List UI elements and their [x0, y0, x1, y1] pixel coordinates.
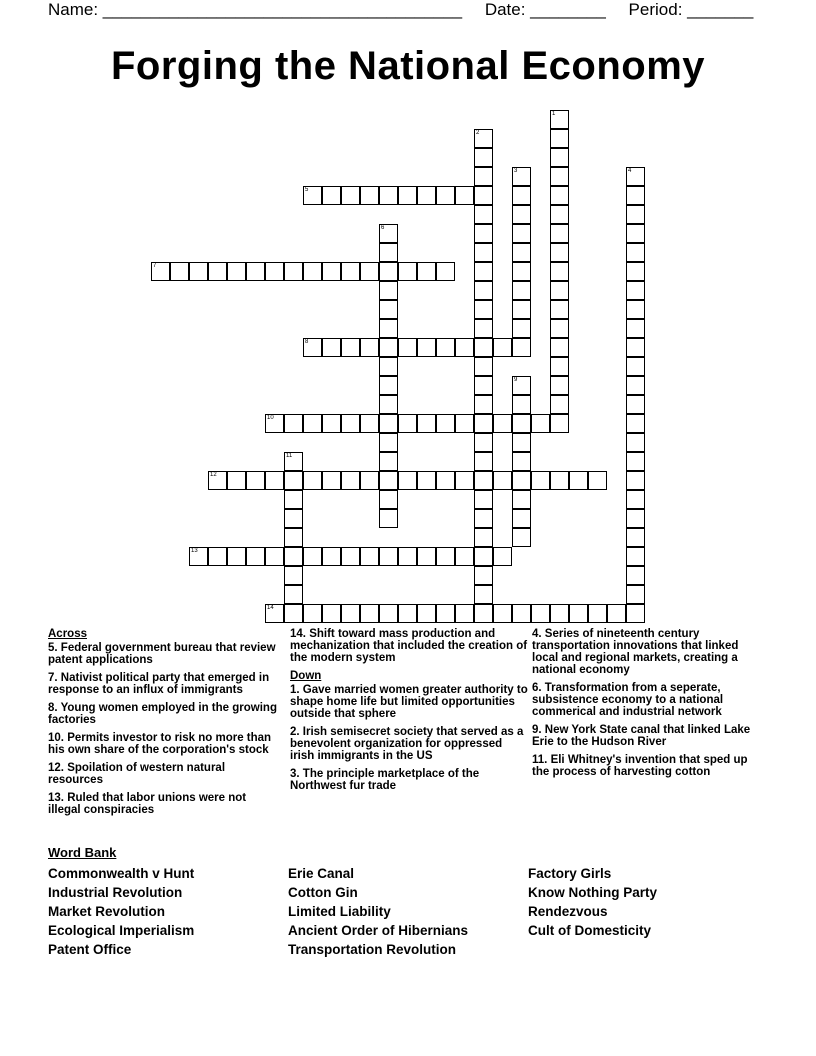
crossword-cell[interactable]	[474, 528, 493, 547]
crossword-cell[interactable]	[360, 186, 379, 205]
crossword-cell[interactable]	[417, 262, 436, 281]
clue-down-11: 11. Eli Whitney's invention that sped up the process of harvesting cotton	[532, 754, 748, 778]
clue-number: 14	[267, 605, 274, 611]
crossword-cell[interactable]	[474, 338, 493, 357]
word-bank-column-1	[48, 864, 194, 959]
crossword-cell[interactable]	[531, 471, 550, 490]
crossword-cell[interactable]	[379, 224, 398, 243]
word-bank-item: Factory Girls	[528, 866, 612, 881]
crossword-cell[interactable]	[474, 471, 493, 490]
crossword-cell[interactable]	[208, 471, 227, 490]
name-field[interactable]: Name: ______________________________________	[48, 0, 463, 19]
crossword-cell[interactable]	[626, 357, 645, 376]
crossword-cell[interactable]	[398, 262, 417, 281]
crossword-cell[interactable]	[227, 471, 246, 490]
crossword-cell[interactable]	[455, 338, 474, 357]
crossword-cell[interactable]	[379, 471, 398, 490]
crossword-cell[interactable]	[474, 281, 493, 300]
word-bank-item: Cult of Domesticity	[528, 923, 652, 938]
crossword-cell[interactable]	[265, 471, 284, 490]
period-field[interactable]: Period: _______	[628, 0, 754, 19]
crossword-cell[interactable]	[322, 338, 341, 357]
crossword-cell[interactable]	[550, 376, 569, 395]
crossword-cell[interactable]	[227, 547, 246, 566]
crossword-cell[interactable]	[303, 186, 322, 205]
crossword-cell[interactable]	[189, 262, 208, 281]
crossword-cell[interactable]	[569, 604, 588, 623]
crossword-cell[interactable]	[379, 357, 398, 376]
crossword-cell[interactable]	[379, 433, 398, 452]
crossword-cell[interactable]	[436, 471, 455, 490]
crossword-cell[interactable]	[550, 357, 569, 376]
crossword-cell[interactable]	[512, 167, 531, 186]
clue-across-5: 5. Federal government bureau that review patent applications	[48, 642, 276, 666]
crossword-cell[interactable]	[265, 262, 284, 281]
crossword-cell[interactable]	[626, 509, 645, 528]
crossword-cell[interactable]	[626, 338, 645, 357]
crossword-cell[interactable]	[474, 490, 493, 509]
clue-number: 3	[514, 168, 518, 174]
crossword-cell[interactable]	[360, 338, 379, 357]
crossword-cell[interactable]	[341, 262, 360, 281]
crossword-cell[interactable]	[550, 243, 569, 262]
crossword-cell[interactable]	[512, 471, 531, 490]
crossword-cell[interactable]	[474, 319, 493, 338]
crossword-cell[interactable]	[379, 604, 398, 623]
crossword-cell[interactable]	[379, 243, 398, 262]
crossword-cell[interactable]	[550, 186, 569, 205]
crossword-cell[interactable]	[626, 547, 645, 566]
clue-across-7: 7. Nativist political party that emerged in response to an influx of immigrants	[48, 672, 270, 696]
crossword-cell[interactable]	[474, 148, 493, 167]
word-bank-column-3	[528, 864, 657, 940]
crossword-cell[interactable]	[322, 186, 341, 205]
crossword-cell[interactable]	[550, 224, 569, 243]
crossword-cell[interactable]	[360, 414, 379, 433]
crossword-cell[interactable]	[417, 547, 436, 566]
clue-down-4: 4. Series of nineteenth century transportation innovations that linked local and regional markets, creating a national economy	[532, 628, 739, 676]
crossword-cell[interactable]	[379, 490, 398, 509]
crossword-cell[interactable]	[284, 585, 303, 604]
crossword-cell[interactable]	[512, 338, 531, 357]
crossword-cell[interactable]	[246, 547, 265, 566]
crossword-cell[interactable]	[398, 186, 417, 205]
crossword-cell[interactable]	[626, 243, 645, 262]
crossword-cell[interactable]	[417, 604, 436, 623]
crossword-cell[interactable]	[398, 471, 417, 490]
clue-number: 8	[305, 339, 309, 345]
crossword-cell[interactable]	[436, 547, 455, 566]
crossword-cell[interactable]	[417, 338, 436, 357]
crossword-cell[interactable]	[379, 376, 398, 395]
crossword-cell[interactable]	[550, 129, 569, 148]
crossword-cell[interactable]	[398, 547, 417, 566]
crossword-cell[interactable]	[512, 528, 531, 547]
crossword-cell[interactable]	[189, 547, 208, 566]
crossword-cell[interactable]	[265, 547, 284, 566]
crossword-cell[interactable]	[626, 528, 645, 547]
word-bank-heading: Word Bank	[48, 845, 117, 860]
crossword-cell[interactable]	[531, 604, 550, 623]
crossword-cell[interactable]	[626, 376, 645, 395]
crossword-cell[interactable]	[417, 414, 436, 433]
crossword-cell[interactable]	[436, 262, 455, 281]
crossword-cell[interactable]	[550, 281, 569, 300]
crossword-cell[interactable]	[512, 205, 531, 224]
crossword-cell[interactable]	[474, 452, 493, 471]
crossword-cell[interactable]	[493, 547, 512, 566]
crossword-cell[interactable]	[379, 414, 398, 433]
crossword-cell[interactable]	[303, 414, 322, 433]
crossword-cell[interactable]	[474, 262, 493, 281]
crossword-cell[interactable]	[303, 338, 322, 357]
clue-number: 6	[381, 225, 385, 231]
crossword-cell[interactable]	[398, 338, 417, 357]
crossword-cell[interactable]	[512, 509, 531, 528]
crossword-cell[interactable]	[474, 566, 493, 585]
crossword-cell[interactable]	[512, 490, 531, 509]
clues-column-2	[290, 628, 528, 798]
crossword-cell[interactable]	[379, 547, 398, 566]
crossword-cell[interactable]	[474, 509, 493, 528]
word-bank-item: Rendezvous	[528, 904, 608, 919]
crossword-cell[interactable]	[341, 471, 360, 490]
word-bank-item: Ancient Order of Hibernians	[288, 923, 469, 938]
crossword-cell[interactable]	[531, 414, 550, 433]
clue-across-12: 12. Spoilation of western natural resources	[48, 762, 226, 786]
clues-column-3	[532, 628, 764, 784]
crossword-cell[interactable]	[626, 471, 645, 490]
crossword-cell[interactable]	[626, 167, 645, 186]
clue-down-3: 3. The principle marketplace of the Northwest fur trade	[290, 768, 480, 792]
crossword-cell[interactable]	[474, 129, 493, 148]
crossword-cell[interactable]	[474, 414, 493, 433]
crossword-cell[interactable]	[322, 604, 341, 623]
clue-across-13: 13. Ruled that labor unions were not illegal conspiracies	[48, 792, 247, 816]
crossword-cell[interactable]	[474, 167, 493, 186]
crossword-cell[interactable]	[436, 338, 455, 357]
clue-down-2: 2. Irish semisecret society that served as a benevolent organization for oppressed irish immigrants in the US	[290, 726, 524, 762]
crossword-cell[interactable]	[303, 262, 322, 281]
crossword-cell[interactable]	[379, 319, 398, 338]
crossword-cell[interactable]	[474, 224, 493, 243]
crossword-cell[interactable]	[512, 186, 531, 205]
crossword-cell[interactable]	[512, 300, 531, 319]
crossword-cell[interactable]	[474, 300, 493, 319]
crossword-cell[interactable]	[626, 281, 645, 300]
word-bank-item: Industrial Revolution	[48, 885, 183, 900]
across-clues-column-1	[48, 628, 280, 822]
clue-number: 9	[514, 377, 518, 383]
crossword-cell[interactable]	[626, 452, 645, 471]
crossword-cell[interactable]	[550, 414, 569, 433]
crossword-cell[interactable]	[398, 414, 417, 433]
crossword-cell[interactable]	[626, 395, 645, 414]
crossword-cell[interactable]	[474, 186, 493, 205]
crossword-cell[interactable]	[284, 452, 303, 471]
crossword-cell[interactable]	[512, 243, 531, 262]
crossword-cell[interactable]	[208, 547, 227, 566]
crossword-cell[interactable]	[626, 414, 645, 433]
crossword-cell[interactable]	[436, 604, 455, 623]
crossword-cell[interactable]	[512, 224, 531, 243]
crossword-cell[interactable]	[284, 566, 303, 585]
crossword-cell[interactable]	[455, 471, 474, 490]
crossword-cell[interactable]	[550, 205, 569, 224]
crossword-cell[interactable]	[379, 395, 398, 414]
crossword-cell[interactable]	[284, 471, 303, 490]
clue-number: 1	[552, 111, 556, 117]
crossword-cell[interactable]	[474, 395, 493, 414]
clue-across-14: 14. Shift toward mass production and mechanization that included the creation of the modern system	[290, 628, 528, 664]
crossword-cell[interactable]	[360, 604, 379, 623]
crossword-cell[interactable]	[303, 471, 322, 490]
crossword-cell[interactable]	[493, 338, 512, 357]
crossword-cell[interactable]	[626, 566, 645, 585]
crossword-cell[interactable]	[512, 433, 531, 452]
crossword-cell[interactable]	[417, 186, 436, 205]
crossword-cell[interactable]	[227, 262, 246, 281]
crossword-cell[interactable]	[246, 471, 265, 490]
clue-number: 12	[210, 472, 217, 478]
crossword-cell[interactable]	[360, 547, 379, 566]
crossword-cell[interactable]	[341, 186, 360, 205]
crossword-cell[interactable]	[512, 319, 531, 338]
crossword-cell[interactable]	[379, 452, 398, 471]
crossword-cell[interactable]	[626, 604, 645, 623]
crossword-cell[interactable]	[322, 262, 341, 281]
crossword-cell[interactable]	[550, 471, 569, 490]
crossword-cell[interactable]	[284, 490, 303, 509]
crossword-cell[interactable]	[626, 319, 645, 338]
crossword-cell[interactable]	[474, 585, 493, 604]
crossword-cell[interactable]	[474, 433, 493, 452]
crossword-cell[interactable]	[341, 604, 360, 623]
word-bank-item: Market Revolution	[48, 904, 166, 919]
clue-number: 4	[628, 168, 632, 174]
down-heading: Down	[290, 670, 322, 682]
crossword-cell[interactable]	[512, 452, 531, 471]
word-bank-item: Cotton Gin	[288, 885, 358, 900]
crossword-cell[interactable]	[379, 338, 398, 357]
crossword-cell[interactable]	[550, 300, 569, 319]
crossword-cell[interactable]	[550, 110, 569, 129]
clue-number: 13	[191, 548, 198, 554]
crossword-cell[interactable]	[626, 585, 645, 604]
crossword-cell[interactable]	[550, 319, 569, 338]
crossword-cell[interactable]	[246, 262, 265, 281]
crossword-cell[interactable]	[550, 167, 569, 186]
crossword-cell[interactable]	[455, 186, 474, 205]
crossword-cell[interactable]	[474, 604, 493, 623]
crossword-cell[interactable]	[455, 414, 474, 433]
crossword-cell[interactable]	[360, 471, 379, 490]
crossword-cell[interactable]	[341, 547, 360, 566]
clue-number: 5	[305, 187, 309, 193]
word-bank-column-2	[288, 864, 468, 959]
crossword-cell[interactable]	[550, 338, 569, 357]
crossword-cell[interactable]	[512, 281, 531, 300]
crossword-cell[interactable]	[588, 604, 607, 623]
crossword-cell[interactable]	[265, 414, 284, 433]
crossword-cell[interactable]	[474, 205, 493, 224]
crossword-cell[interactable]	[360, 262, 379, 281]
crossword-cell[interactable]	[474, 547, 493, 566]
word-bank-item: Transportation Revolution	[288, 942, 457, 957]
crossword-cell[interactable]	[379, 509, 398, 528]
crossword-cell[interactable]	[512, 262, 531, 281]
crossword-cell[interactable]	[284, 509, 303, 528]
crossword-cell[interactable]	[436, 414, 455, 433]
clue-down-1: 1. Gave married women greater authority to shape home life but limited opportunities outside that sphere	[290, 684, 528, 720]
crossword-cell[interactable]	[322, 471, 341, 490]
crossword-cell[interactable]	[626, 186, 645, 205]
word-bank-item: Know Nothing Party	[528, 885, 657, 900]
crossword-cell[interactable]	[493, 604, 512, 623]
crossword-cell[interactable]	[493, 414, 512, 433]
crossword-cell[interactable]	[284, 604, 303, 623]
crossword-cell[interactable]	[474, 243, 493, 262]
crossword-cell[interactable]	[208, 262, 227, 281]
crossword-cell[interactable]	[379, 281, 398, 300]
crossword-cell[interactable]	[341, 338, 360, 357]
crossword-cell[interactable]	[436, 186, 455, 205]
clue-down-6: 6. Transformation from a seperate, subsistence economy to a national commerical and industrial network	[532, 682, 724, 718]
word-bank-item: Erie Canal	[288, 866, 355, 881]
crossword-cell[interactable]	[398, 604, 417, 623]
crossword-cell[interactable]	[284, 528, 303, 547]
word-bank-item: Ecological Imperialism	[48, 923, 195, 938]
crossword-cell[interactable]	[303, 547, 322, 566]
crossword-cell[interactable]	[512, 414, 531, 433]
clue-number: 10	[267, 415, 274, 421]
crossword-cell[interactable]	[626, 300, 645, 319]
crossword-cell[interactable]	[550, 604, 569, 623]
crossword-cell[interactable]	[303, 604, 322, 623]
crossword-cell[interactable]	[550, 262, 569, 281]
crossword-cell[interactable]	[512, 395, 531, 414]
crossword-cell[interactable]	[379, 300, 398, 319]
crossword-cell[interactable]	[322, 547, 341, 566]
crossword-cell[interactable]	[284, 547, 303, 566]
crossword-cell[interactable]	[588, 471, 607, 490]
crossword-cell[interactable]	[322, 414, 341, 433]
across-heading: Across	[48, 628, 87, 640]
crossword-cell[interactable]	[284, 262, 303, 281]
crossword-cell[interactable]	[512, 376, 531, 395]
crossword-cell[interactable]	[379, 262, 398, 281]
clue-number: 7	[153, 263, 157, 269]
crossword-cell[interactable]	[417, 471, 436, 490]
clue-number: 2	[476, 130, 480, 136]
crossword-cell[interactable]	[170, 262, 189, 281]
clue-number: 11	[286, 453, 293, 459]
crossword-cell[interactable]	[607, 604, 626, 623]
crossword-cell[interactable]	[626, 224, 645, 243]
date-field[interactable]: Date: ________	[484, 0, 606, 19]
crossword-cell[interactable]	[455, 547, 474, 566]
word-bank-item: Patent Office	[48, 942, 132, 957]
crossword-cell[interactable]	[626, 433, 645, 452]
crossword-cell[interactable]	[265, 604, 284, 623]
crossword-cell[interactable]	[569, 471, 588, 490]
clue-across-10: 10. Permits investor to risk no more than his own share of the corporation's stock	[48, 732, 272, 756]
crossword-cell[interactable]	[341, 414, 360, 433]
crossword-cell[interactable]	[474, 376, 493, 395]
crossword-cell[interactable]	[284, 414, 303, 433]
crossword-cell[interactable]	[493, 471, 512, 490]
crossword-cell[interactable]	[626, 205, 645, 224]
page-title: Forging the National Economy	[110, 44, 706, 88]
crossword-cell[interactable]	[151, 262, 170, 281]
crossword-cell[interactable]	[550, 148, 569, 167]
clue-across-8: 8. Young women employed in the growing factories	[48, 702, 277, 726]
crossword-cell[interactable]	[474, 357, 493, 376]
word-bank-item: Commonwealth v Hunt	[48, 866, 195, 881]
crossword-cell[interactable]	[455, 604, 474, 623]
word-bank-item: Limited Liability	[288, 904, 391, 919]
crossword-cell[interactable]	[626, 490, 645, 509]
crossword-cell[interactable]	[379, 186, 398, 205]
crossword-cell[interactable]	[512, 604, 531, 623]
crossword-cell[interactable]	[550, 395, 569, 414]
clue-down-9: 9. New York State canal that linked Lake Erie to the Hudson River	[532, 724, 751, 748]
crossword-cell[interactable]	[626, 262, 645, 281]
